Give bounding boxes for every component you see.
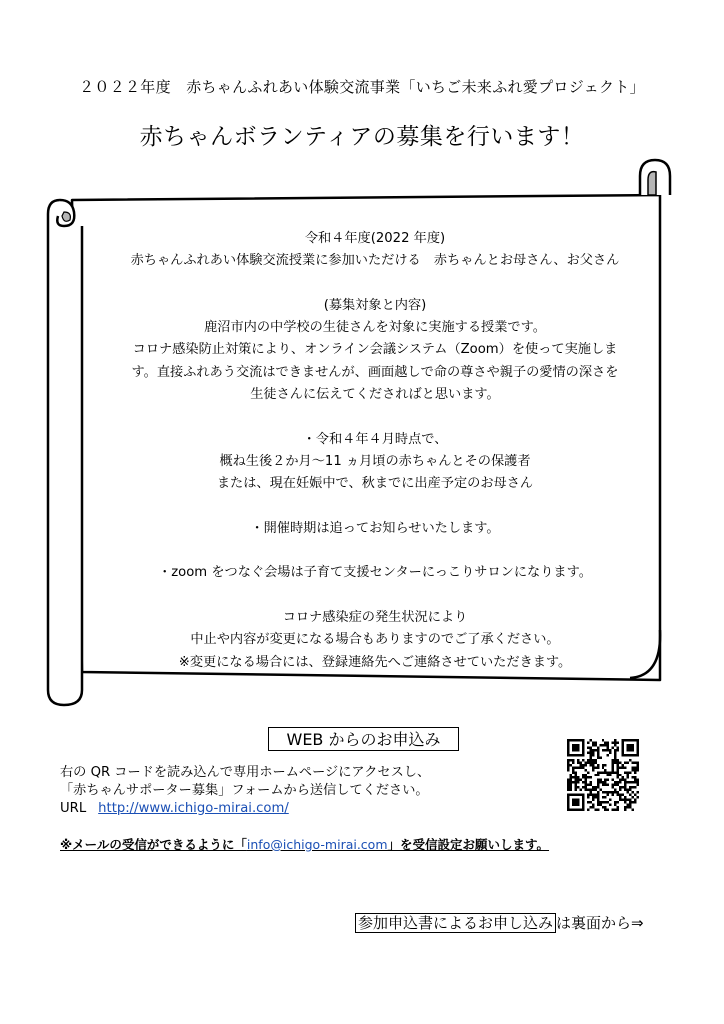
website-link[interactable]: http://www.ichigo-mirai.com/ bbox=[98, 801, 289, 816]
scroll-content bbox=[95, 228, 655, 674]
web-instruction-line: 「赤ちゃんサポーター募集」フォームから送信してください。 bbox=[60, 783, 429, 798]
target-line: または、現在妊娠中で、秋までに出産予定のお母さん bbox=[216, 476, 534, 492]
target-line: 概ね生後２か月～11 ヵ月頃の赤ちゃんとその保護者 bbox=[219, 453, 531, 469]
qr-code-icon[interactable] bbox=[567, 739, 639, 811]
header-subtitle: ２０２２年度 赤ちゃんふれあい体験交流事業「いちご未来ふれ愛プロジェクト」 bbox=[79, 78, 645, 96]
desc-line: 生徒さんに伝えてくださればと思います。 bbox=[250, 387, 500, 403]
back-side-note bbox=[355, 912, 644, 934]
section-heading: (募集対象と内容) bbox=[323, 297, 427, 313]
page-title: 赤ちゃんボランティアの募集を行います！ bbox=[139, 124, 585, 150]
schedule-line: ・開催時期は追ってお知らせいたします。 bbox=[250, 520, 500, 536]
desc-line: 鹿沼市内の中学校の生徒さんを対象に実施する授業です。 bbox=[204, 320, 546, 336]
notice-line: 中止や内容が変更になる場合もありますのでご了承ください。 bbox=[190, 632, 560, 648]
venue-line: ・zoom をつなぐ会場は子育て支援センターにっこりサロンになります。 bbox=[158, 565, 592, 581]
paper-application-label: 参加申込書によるお申し込み bbox=[355, 913, 556, 933]
back-side-text: は裏面から⇒ bbox=[556, 914, 644, 932]
web-instruction-line: 右の QR コードを読み込んで専用ホームページにアクセスし、 bbox=[60, 765, 431, 780]
web-instructions bbox=[60, 764, 430, 818]
email-link[interactable]: info@ichigo-mirai.com bbox=[246, 837, 388, 852]
url-label: URL bbox=[60, 801, 87, 816]
desc-line: コロナ感染防止対策により、オンライン会議システム（Zoom）を使って実施しま bbox=[132, 342, 618, 358]
target-line: ・令和４年４月時点で、 bbox=[302, 431, 448, 447]
desc-line: す。直接ふれあう交流はできませんが、画面越しで命の尊さや親子の愛情の深さを bbox=[131, 364, 619, 380]
year-line: 令和４年度(2022 年度) bbox=[304, 231, 446, 246]
url-row bbox=[60, 800, 430, 818]
notice-line: コロナ感染症の発生状況により bbox=[282, 610, 468, 626]
intro-line: 赤ちゃんふれあい体験交流授業に参加いただける 赤ちゃんとお母さん、お父さん bbox=[130, 253, 620, 269]
notice-line: ※変更になる場合には、登録連絡先へご連絡させていただきます。 bbox=[178, 654, 572, 670]
web-application-heading: WEB からのお申込み bbox=[268, 727, 459, 751]
mail-settings-note: ※メールの受信ができるように「info@ichigo-mirai.com」を受信設定お願いします。 bbox=[60, 837, 550, 852]
